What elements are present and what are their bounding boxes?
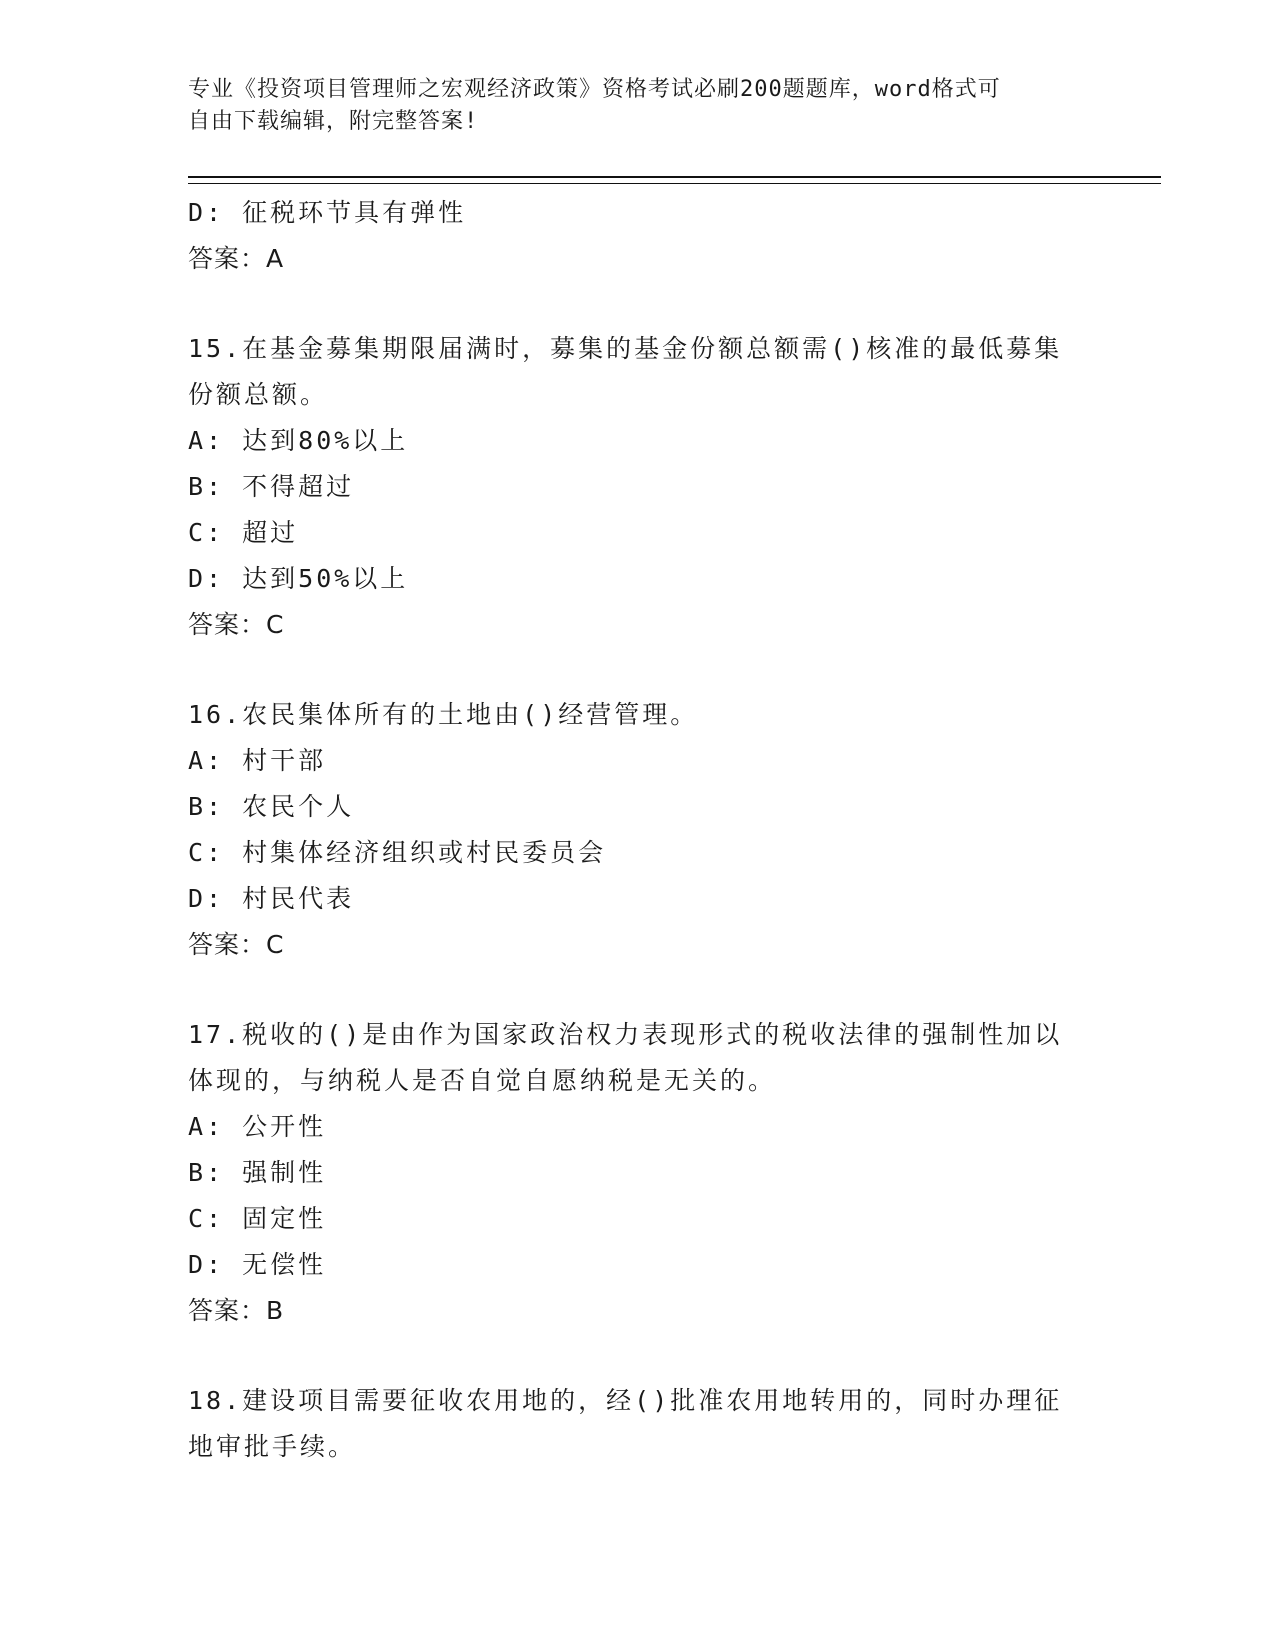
question-stem-continued: 地审批手续。 xyxy=(188,1432,357,1461)
option-d: D: 达到50%以上 xyxy=(188,564,409,593)
page-header xyxy=(188,74,1088,138)
option-a: A: 达到80%以上 xyxy=(188,426,409,455)
question-stem-continued: 份额总额。 xyxy=(188,380,329,409)
option-b: B: 农民个人 xyxy=(188,792,355,821)
question-stem: 16.农民集体所有的土地由()经营管理。 xyxy=(188,700,699,729)
question-15 xyxy=(188,326,1088,648)
question-stem-continued: 体现的，与纳税人是否自觉自愿纳税是无关的。 xyxy=(188,1066,777,1095)
option-d: D: 征税环节具有弹性 xyxy=(188,198,467,227)
header-line-1: 专业《投资项目管理师之宏观经济政策》资格考试必刷200题题库，word格式可 xyxy=(188,77,1001,102)
answer-line: 答案：B xyxy=(188,1296,285,1325)
question-stem: 15.在基金募集期限届满时，募集的基金份额总额需()核准的最低募集 xyxy=(188,334,1063,363)
header-line-2: 自由下载编辑，附完整答案! xyxy=(188,109,479,134)
option-c: C: 超过 xyxy=(188,518,299,547)
answer-line: 答案：C xyxy=(188,610,285,639)
answer-line: 答案：C xyxy=(188,930,285,959)
answer-line: 答案：A xyxy=(188,244,285,273)
question-content xyxy=(188,190,1088,1470)
option-b: B: 不得超过 xyxy=(188,472,355,501)
question-stem: 18.建设项目需要征收农用地的，经()批准农用地转用的，同时办理征 xyxy=(188,1386,1063,1415)
option-c: C: 固定性 xyxy=(188,1204,327,1233)
header-rule-thick xyxy=(188,176,1161,178)
question-17 xyxy=(188,1012,1088,1334)
option-d: D: 无偿性 xyxy=(188,1250,327,1279)
option-c: C: 村集体经济组织或村民委员会 xyxy=(188,838,607,867)
option-a: A: 公开性 xyxy=(188,1112,327,1141)
question-stem: 17.税收的()是由作为国家政治权力表现形式的税收法律的强制性加以 xyxy=(188,1020,1063,1049)
option-d: D: 村民代表 xyxy=(188,884,355,913)
question-18 xyxy=(188,1378,1088,1470)
question-16 xyxy=(188,692,1088,968)
header-rule-thin xyxy=(188,183,1161,184)
option-a: A: 村干部 xyxy=(188,746,327,775)
option-b: B: 强制性 xyxy=(188,1158,327,1187)
previous-question-tail xyxy=(188,190,1088,282)
